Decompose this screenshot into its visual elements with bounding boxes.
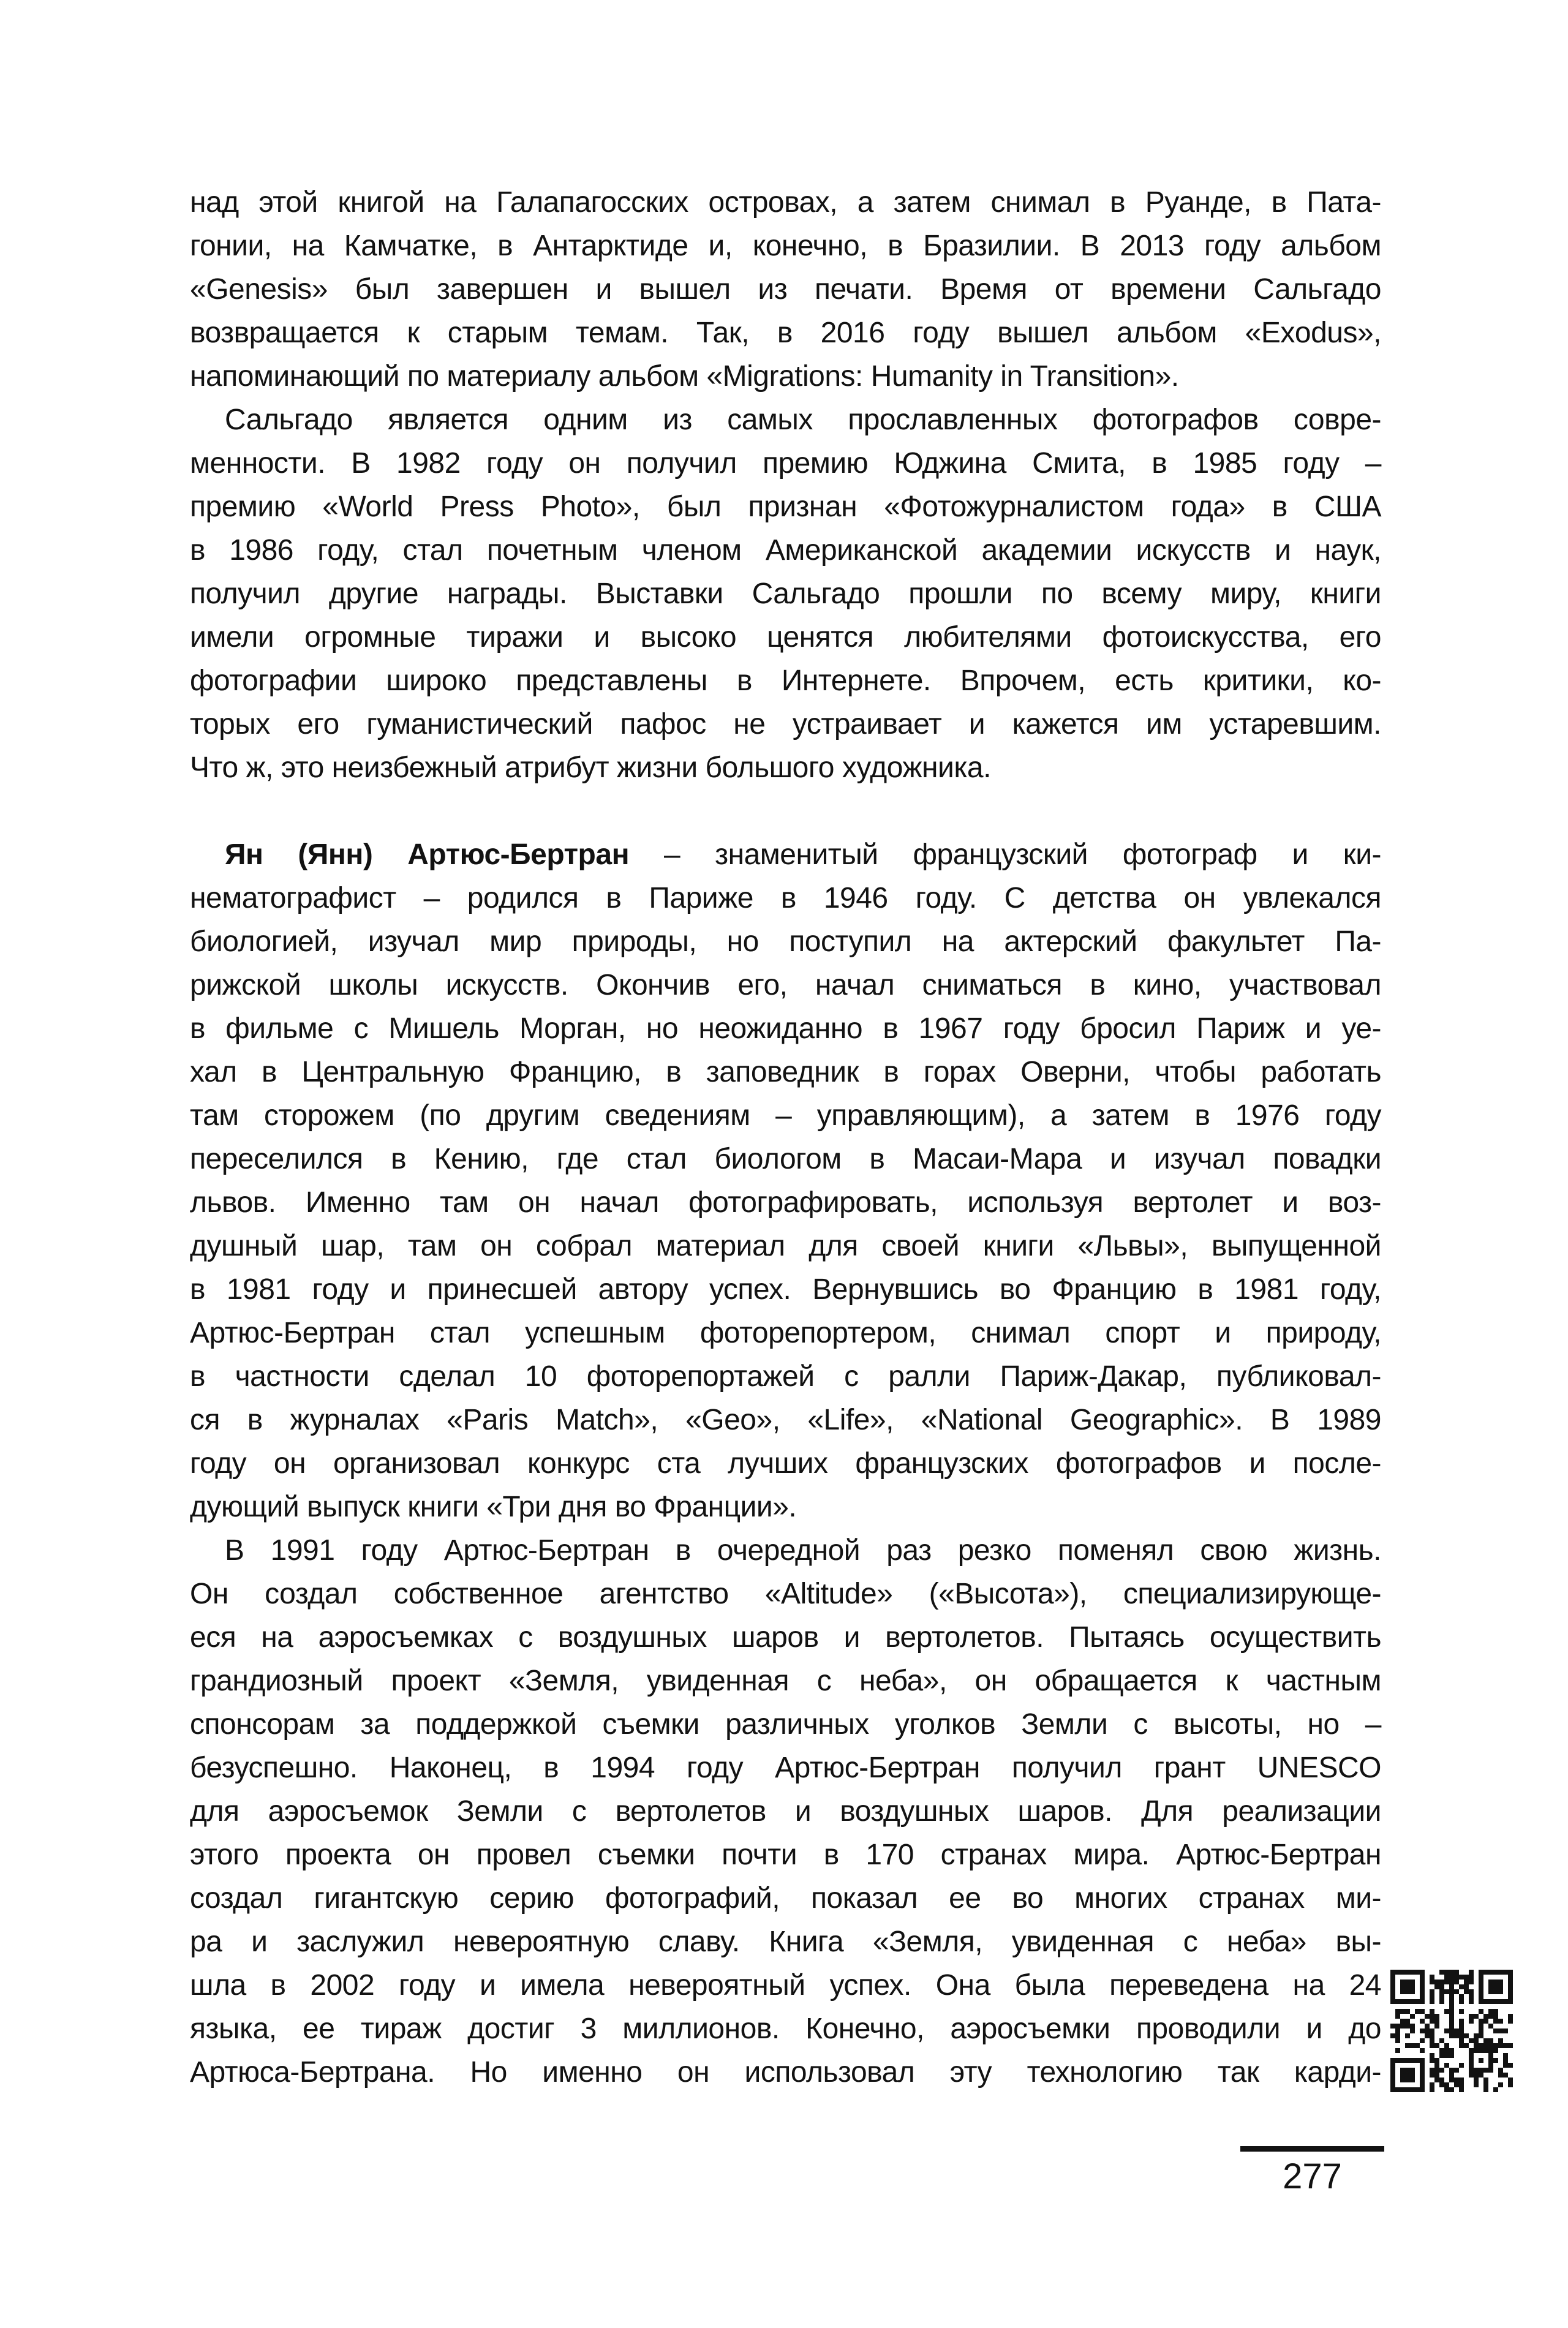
text-span: – знаменитый французский фотограф и ки- — [629, 838, 1381, 871]
text-line: шла в 2002 году и имела невероятный успех. Она была переведена на 24 — [190, 1969, 1381, 2002]
paragraph-altitude-agency — [190, 1529, 1381, 2094]
paragraph-arthus-bertrand-bio — [190, 833, 1381, 1529]
text-line: получил другие награды. Выставки Сальгадо прошли по всему миру, книги — [190, 578, 1381, 610]
text-line: душный шар, там он собрал материал для своей книги «Львы», выпущенной — [190, 1230, 1381, 1262]
text-line: львов. Именно там он начал фотографировать, используя вертолет и воз- — [190, 1186, 1381, 1219]
text-line: нематографист – родился в Париже в 1946 году. С детства он увлекался — [190, 882, 1381, 914]
text-line: безуспешно. Наконец, в 1994 году Артюс-Бертран получил грант UNESCO — [190, 1752, 1381, 1784]
text-line: в частности сделал 10 фоторепортажей с ралли Париж-Дакар, публиковал- — [190, 1360, 1381, 1393]
person-name-bold: Ян (Янн) Артюс-Бертран — [225, 838, 630, 871]
text-line: спонсорам за поддержкой съемки различных уголков Земли с высоты, но – — [190, 1708, 1381, 1741]
text-line: премию «World Press Photo», был признан «Фотожурналистом года» в США — [190, 491, 1381, 523]
page-number: 277 — [1283, 2157, 1342, 2196]
text-line: Сальгадо является одним из самых прославленных фотографов совре- — [225, 404, 1381, 436]
text-line: хал в Центральную Францию, в заповедник в горах Оверни, чтобы работать — [190, 1056, 1381, 1088]
text-line: торых его гуманистический пафос не устраивает и кажется им устаревшим. — [190, 708, 1381, 740]
text-line: создал гигантскую серию фотографий, показал ее во многих странах ми- — [190, 1882, 1381, 1915]
text-line: гонии, на Камчатке, в Антарктиде и, конечно, в Бразилии. В 2013 году альбом — [190, 230, 1381, 262]
text-line: биологией, изучал мир природы, но поступил на актерский факультет Па- — [190, 925, 1381, 958]
text-line: в 1981 году и принесшей автору успех. Вернувшись во Францию в 1981 году, — [190, 1273, 1381, 1306]
text-line: грандиозный проект «Земля, увиденная с неба», он обращается к частным — [190, 1665, 1381, 1697]
text-line: Артюс-Бертран стал успешным фоторепортером, снимал спорт и природу, — [190, 1317, 1381, 1349]
text-line: имели огромные тиражи и высоко ценятся любителями фотоискусства, его — [190, 621, 1381, 654]
text-line: «Genesis» был завершен и вышел из печати. Время от времени Сальгадо — [190, 273, 1381, 306]
paragraph-salgado-fame — [190, 398, 1381, 789]
text-line: возвращается к старым темам. Так, в 2016 году вышел альбом «Exodus», — [190, 317, 1381, 349]
text-line: в фильме с Мишель Морган, но неожиданно в 1967 году бросил Париж и уе- — [190, 1012, 1381, 1045]
text-line: менности. В 1982 году он получил премию Юджина Смита, в 1985 году – — [190, 447, 1381, 480]
text-line: ся в журналах «Paris Match», «Geo», «Life», «National Geographic». В 1989 — [190, 1404, 1381, 1436]
text-line: напоминающий по материалу альбом «Migrations: Humanity in Transition». — [190, 360, 1179, 393]
text-line: языка, ее тираж достиг 3 миллионов. Конечно, аэросъемки проводили и до — [190, 2013, 1381, 2045]
text-line: этого проекта он провел съемки почти в 170 странах мира. Артюс-Бертран — [190, 1839, 1381, 1871]
text-line: над этой книгой на Галапагосских островах, а затем снимал в Руанде, в Пата- — [190, 186, 1381, 219]
paragraph-salgado-continuation — [190, 181, 1381, 398]
text-line: еся на аэросъемках с воздушных шаров и вертолетов. Пытаясь осуществить — [190, 1621, 1381, 1654]
text-column — [190, 181, 1381, 2094]
text-line: Что ж, это неизбежный атрибут жизни большого художника. — [190, 752, 991, 784]
text-line: рижской школы искусств. Окончив его, начал сниматься в кино, участвовал — [190, 969, 1381, 1001]
text-line: в 1986 году, стал почетным членом Американской академии искусств и наук, — [190, 534, 1381, 567]
text-line: ра и заслужил невероятную славу. Книга «Земля, увиденная с неба» вы- — [190, 1926, 1381, 1958]
text-line: дующий выпуск книги «Три дня во Франции». — [190, 1491, 797, 1523]
text-line: для аэросъемок Земли с вертолетов и воздушных шаров. Для реализации — [190, 1795, 1381, 1828]
text-line: переселился в Кению, где стал биологом в Масаи-Мара и изучал повадки — [190, 1143, 1381, 1175]
text-line — [190, 833, 1381, 876]
text-line: Он создал собственное агентство «Altitude» («Высота»), специализирующе- — [190, 1578, 1381, 1610]
footer-rule — [1240, 2146, 1384, 2152]
qr-code — [1390, 1970, 1513, 2093]
text-line: Артюса-Бертрана. Но именно он использовал эту технологию так карди- — [190, 2056, 1381, 2089]
text-line: фотографии широко представлены в Интернете. Впрочем, есть критики, ко- — [190, 665, 1381, 697]
text-line: году он организовал конкурс ста лучших французских фотографов и после- — [190, 1447, 1381, 1480]
text-line: там сторожем (по другим сведениям – управляющим), а затем в 1976 году — [190, 1099, 1381, 1132]
text-line: В 1991 году Артюс-Бертран в очередной раз резко поменял свою жизнь. — [225, 1534, 1381, 1567]
